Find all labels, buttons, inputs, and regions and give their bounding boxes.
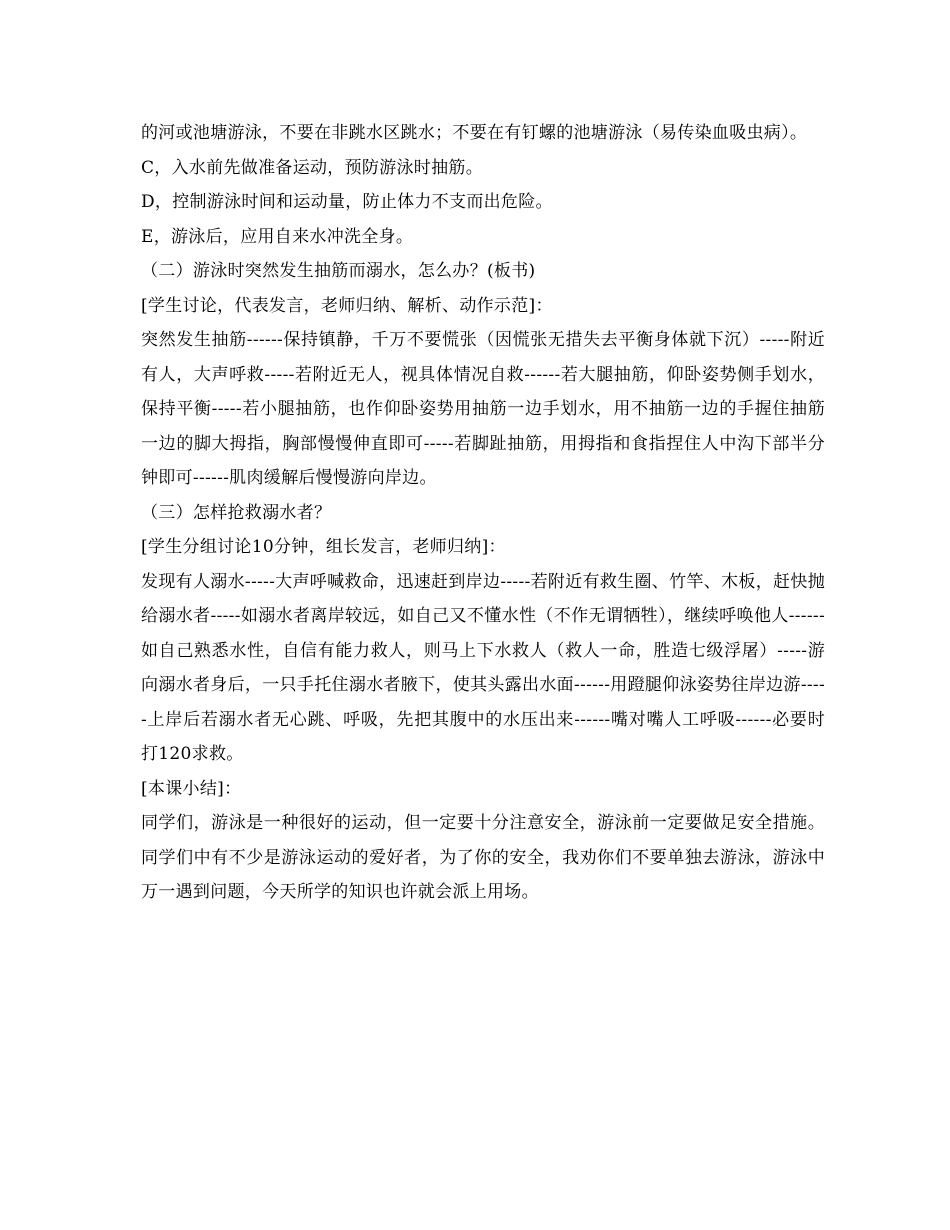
paragraph-control-time: D，控制游泳时间和运动量，防止体力不支而出危险。 bbox=[141, 192, 553, 212]
paragraph-summary: 同学们，游泳是一种很好的运动，但一定要十分注意安全，游泳前一定要做足安全措施。同学们中有不少是游泳运动的爱好者，为了你的安全，我劝你们不要单独去游泳，游泳中万一遇到问题，今天所学的知识也许就会派上用场。 bbox=[141, 813, 825, 902]
paragraph-summary-label: [本课小结]： bbox=[141, 778, 242, 799]
paragraph-rinse-after: E，游泳后，应用自来水冲洗全身。 bbox=[141, 226, 414, 247]
paragraph-cramp-procedure: 突然发生抽筋------保持镇静，千万不要慌张（因慌张无措失去平衡身体就下沉）-----附近有人，大声呼救-----若附近无人，视具体情况自救------若大腿抽筋，仰卧姿势侧手划水，保持平衡-----若小腿抽筋，也作仰卧姿势用抽筋一边手划水，用不抽筋一边的手握住抽筋一边的脚大拇指，胸部慢慢伸直即可-----若脚趾抽筋，用拇指和食指捏住人中沟下部半分钟即可------肌肉缓解后慢慢游向岸边。 bbox=[141, 330, 825, 488]
document-body bbox=[141, 116, 825, 910]
paragraph-swimming-location-rules: 的河或池塘游泳，不要在非跳水区跳水；不要在有钉螺的池塘游泳（易传染血吸虫病）。 bbox=[141, 123, 808, 143]
paragraph-group-discussion-note: [学生分组讨论10分钟，组长发言，老师归纳]： bbox=[141, 537, 506, 557]
section-heading-cramp: （二）游泳时突然发生抽筋而溺水，怎么办？(板书) bbox=[141, 261, 536, 281]
section-heading-rescue: （三）怎样抢救溺水者？ bbox=[141, 502, 332, 523]
paragraph-rescue-procedure: 发现有人溺水-----大声呼喊救命，迅速赶到岸边-----若附近有救生圈、竹竿、木板，赶快抛给溺水者-----如溺水者离岸较远，如自己又不懂水性（不作无谓牺牲），继续呼唤他人------如自己熟悉水性，自信有能力救人，则马上下水救人（救人一命，胜造七级浮屠）-----游向溺水者身后，一只手托住溺水者腋下，使其头露出水面------用蹬腿仰泳姿势往岸边游-----上岸后若溺水者无心跳、呼吸，先把其腹中的水压出来------嘴对嘴人工呼吸------必要时打120求救。 bbox=[141, 571, 825, 764]
paragraph-discussion-note: [学生讨论，代表发言，老师归纳、解析、动作示范]： bbox=[141, 295, 553, 316]
paragraph-warm-up: C，入水前先做准备运动，预防游泳时抽筋。 bbox=[141, 157, 484, 178]
